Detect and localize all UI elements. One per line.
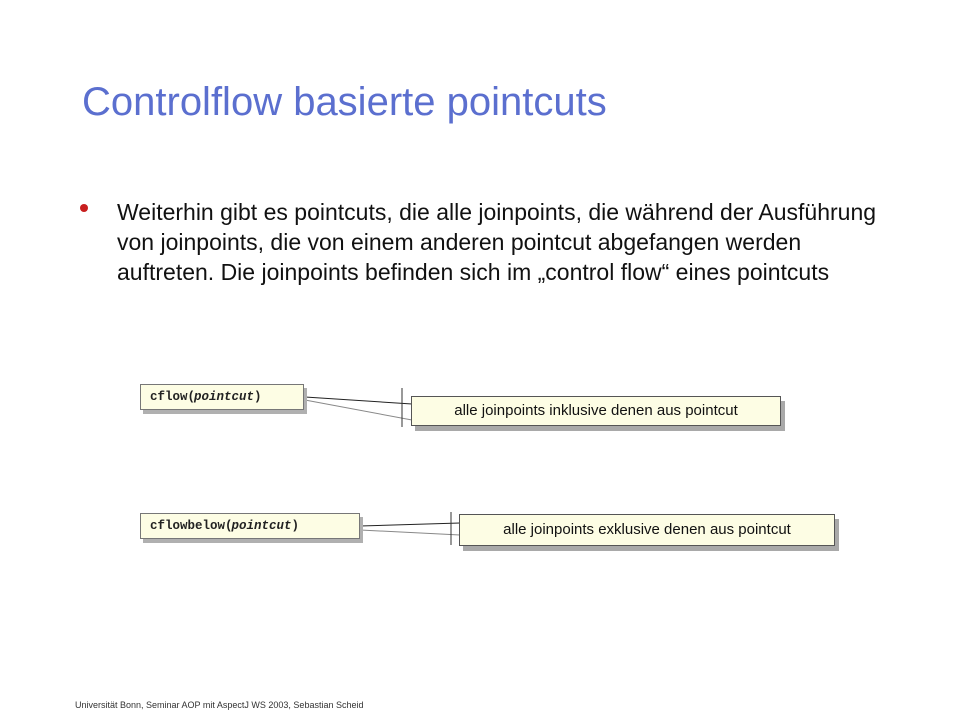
cflowbelow-code-box <box>140 513 360 539</box>
cflow-close-paren: ) <box>254 390 261 404</box>
cflowbelow-connector <box>360 512 460 545</box>
cflowbelow-open-paren: ( <box>225 519 232 533</box>
cflow-open-paren: ( <box>187 390 195 404</box>
cflowbelow-description-box: alle joinpoints exklusive denen aus pointcut <box>459 514 835 546</box>
cflowbelow-param: pointcut <box>231 519 292 533</box>
cflowbelow-close-paren: ) <box>291 519 299 533</box>
slide-footer: Universität Bonn, Seminar AOP mit AspectJ WS 2003, Sebastian Scheid <box>75 700 364 710</box>
cflow-param: pointcut <box>194 390 255 404</box>
cflow-connector <box>305 388 412 427</box>
cflowbelow-keyword: cflowbelow <box>150 519 226 533</box>
cflow-code-box <box>140 384 304 410</box>
slide-title: Controlflow basierte pointcuts <box>82 80 607 124</box>
cflow-keyword: cflow <box>150 390 188 404</box>
bullet-text: Weiterhin gibt es pointcuts, die alle joinpoints, die während der Ausführung von joinpoints, die von einem anderen pointcut abgefangen werden auftreten. Die joinpoints befinden sich im „control flow“ eines pointcuts <box>117 199 877 285</box>
cflow-description-box: alle joinpoints inklusive denen aus pointcut <box>411 396 781 426</box>
